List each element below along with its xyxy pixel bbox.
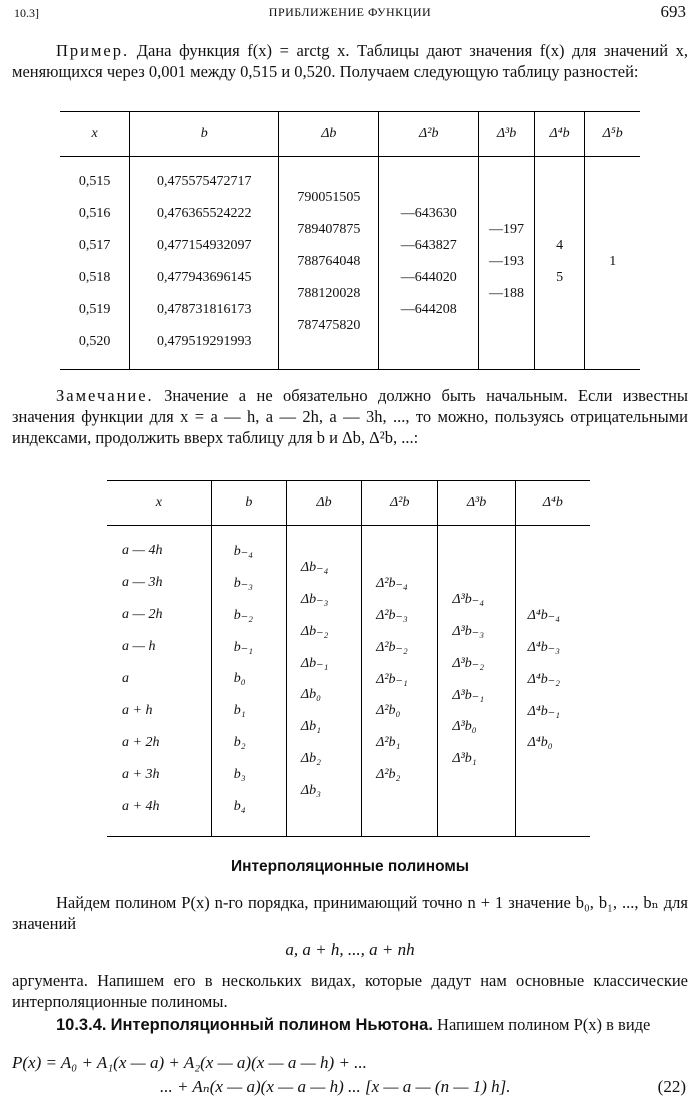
table2-header-row	[107, 481, 590, 526]
table1-body-row	[60, 157, 640, 370]
table1-d2-cell: —644208	[400, 302, 457, 317]
table1-d1-cell: 787475820	[297, 318, 361, 333]
table2-d1-cell: Δb₋₃	[300, 592, 329, 607]
table2-d3-cell: Δ³b₁	[452, 751, 477, 766]
table2-d3-cell: Δ³b₋₄	[452, 592, 485, 607]
table1-header: Δ²b	[379, 112, 479, 157]
table1-b-cell: 0,475575472717	[157, 174, 252, 189]
formula-22-line2: ... + Aₙ(x — a)(x — a — h) ... [x — a — (n — 1) h].	[160, 1077, 511, 1096]
table2-b-cell: b₃	[233, 767, 246, 782]
page-number: 693	[660, 2, 686, 21]
table2-x-cell: a — 4h	[122, 543, 163, 558]
table2-d4-cell: Δ⁴b₋₂	[527, 672, 560, 687]
section-heading: Интерполяционные полиномы	[230, 858, 470, 875]
table2-d3-cell: Δ³b₋₂	[452, 656, 485, 671]
table1-header: Δb	[279, 112, 379, 157]
remark-paragraph	[12, 385, 688, 448]
table1-d4-cell: 4	[556, 238, 564, 253]
difference-table-symbolic	[107, 480, 590, 837]
table2-b-cell: b₀	[233, 671, 246, 686]
table1-x-cell: 0,518	[78, 270, 111, 285]
paragraph-find-polynomial: Найдем полином P(x) n-го порядка, принимающий точно n + 1 значение b₀, b₁, ..., bₙ для значений	[12, 893, 688, 933]
table1-d5-cell: 1	[609, 254, 617, 269]
table2-d2-cell: Δ²b₁	[376, 735, 401, 750]
table1-header: Δ⁴b	[534, 112, 585, 157]
table1-header-row	[60, 112, 640, 157]
table1-x-cell: 0,516	[78, 206, 111, 221]
page-header	[0, 2, 700, 26]
table1-d2-cell: —643827	[400, 238, 457, 253]
table2-x-cell: a — h	[122, 639, 156, 654]
equation-number: (22)	[657, 1077, 686, 1096]
table1-header: Δ⁵b	[585, 112, 640, 157]
table2-d2-cell: Δ²b₋₄	[376, 576, 408, 591]
table2-header: Δ³b	[438, 481, 515, 526]
table2-d1-cell: Δb₋₄	[300, 560, 329, 575]
formula-arguments: a, a + h, ..., a + nh	[285, 940, 415, 959]
table1-x-cell: 0,519	[78, 302, 111, 317]
running-title: ПРИБЛИЖЕНИЕ ФУНКЦИИ	[268, 5, 432, 19]
table1-b-cell: 0,477943696145	[157, 270, 252, 285]
example-lead: Пример.	[56, 41, 130, 60]
table2-d1-cell: Δb₀	[300, 687, 321, 702]
table2-header: Δ²b	[362, 481, 438, 526]
table1-header: x	[60, 112, 130, 157]
table1-header: Δ³b	[479, 112, 535, 157]
section-number: 10.3]	[14, 6, 39, 20]
table1-d2-cell: —643630	[400, 206, 457, 221]
example-text: Дана функция f(x) = arctg x. Таблицы дают значения f(x) для значений x, меняющихся через 0,001 между 0,515 и 0,520. Получаем следующую таблицу разностей:	[12, 41, 689, 81]
table2-header: Δb	[286, 481, 361, 526]
table2-x-cell: a + 4h	[122, 799, 160, 814]
table2-x-cell: a	[122, 671, 129, 686]
table1-d3-cell: —188	[489, 286, 525, 301]
table1-d4-cell: 5	[556, 270, 564, 285]
table1-x-cell: 0,517	[78, 238, 111, 253]
subsection-paragraph	[12, 1014, 688, 1036]
difference-table-numeric	[60, 111, 640, 370]
table1-b-cell: 0,479519291993	[157, 334, 252, 349]
table1-b-cell: 0,476365524222	[157, 206, 252, 221]
table2-d2-cell: Δ²b₋₂	[376, 640, 408, 655]
table2-d2-cell: Δ²b₋₃	[376, 608, 408, 623]
table2-x-cell: a + 3h	[122, 767, 160, 782]
table2-d1-cell: Δb₂	[300, 751, 321, 766]
table2-d2-cell: Δ²b₂	[376, 767, 401, 782]
table1-b-cell: 0,477154932097	[157, 238, 252, 253]
table2-d4-cell: Δ⁴b₀	[527, 735, 553, 750]
table2-x-cell: a + 2h	[122, 735, 160, 750]
table2-x-cell: a — 2h	[122, 607, 163, 622]
table1-d2-cell: —644020	[400, 270, 457, 285]
example-paragraph	[12, 40, 688, 82]
subsection-title: Интерполяционный полином Ньютона.	[110, 1016, 433, 1034]
table2-d1-cell: Δb₃	[300, 783, 321, 798]
table2-b-cell: b₄	[233, 799, 246, 814]
table1-x-cell: 0,515	[78, 174, 111, 189]
table2-d3-cell: Δ³b₋₁	[452, 688, 485, 703]
table1-d1-cell: 788120028	[297, 286, 361, 301]
table1-b-cell: 0,478731816173	[157, 302, 252, 317]
table1-d1-cell: 790051505	[297, 190, 361, 205]
table2-x-cell: a + h	[122, 703, 153, 718]
table2-header: b	[211, 481, 286, 526]
table1-d1-cell: 788764048	[297, 254, 361, 269]
table1-d3-cell: —197	[489, 222, 525, 237]
remark-text: Значение a не обязательно должно быть начальным. Если известны значения функции для x = a — h, a — 2h, a — 3h, ..., то можно, пользуясь отрицательными индексами, продолжить вверх таблицу для b и Δb, Δ²b, ...:	[12, 386, 688, 447]
table1-d1-cell: 789407875	[297, 222, 361, 237]
table2-header: Δ⁴b	[515, 481, 590, 526]
table2-header: x	[107, 481, 211, 526]
table2-d4-cell: Δ⁴b₋₃	[527, 640, 560, 655]
table1-d3-cell: —193	[489, 254, 525, 269]
table2-b-cell: b₋₁	[233, 640, 254, 655]
table2-b-cell: b₋₃	[233, 576, 254, 591]
table2-b-cell: b₂	[233, 735, 246, 750]
table2-d1-cell: Δb₁	[300, 719, 321, 734]
table2-b-cell: b₋₄	[233, 544, 254, 559]
table2-d3-cell: Δ³b₀	[452, 719, 477, 734]
table2-d4-cell: Δ⁴b₋₁	[527, 704, 560, 719]
table2-x-cell: a — 3h	[122, 575, 163, 590]
subsection-text: Напишем полином P(x) в виде	[437, 1015, 651, 1034]
table1-x-cell: 0,520	[78, 334, 111, 349]
paragraph-arguments: аргумента. Напишем его в нескольких видах, которые дадут нам основные классические интерполяционные полиномы.	[12, 971, 688, 1011]
table2-body-row	[107, 526, 590, 837]
subsection-number: 10.3.4.	[56, 1016, 107, 1034]
table2-d4-cell: Δ⁴b₋₄	[527, 608, 560, 623]
table2-d1-cell: Δb₋₂	[300, 624, 329, 639]
formula-22-line1: P(x) = A₀ + A₁(x — a) + A₂(x — a)(x — a — h) + ...	[12, 1053, 367, 1072]
table2-d2-cell: Δ²b₋₁	[376, 672, 408, 687]
table2-d2-cell: Δ²b₀	[376, 703, 401, 718]
table2-b-cell: b₋₂	[233, 608, 254, 623]
table2-d3-cell: Δ³b₋₃	[452, 624, 485, 639]
table2-d1-cell: Δb₋₁	[300, 656, 329, 671]
table2-b-cell: b₁	[233, 703, 246, 718]
table1-header: b	[130, 112, 279, 157]
remark-lead: Замечание.	[56, 386, 154, 405]
